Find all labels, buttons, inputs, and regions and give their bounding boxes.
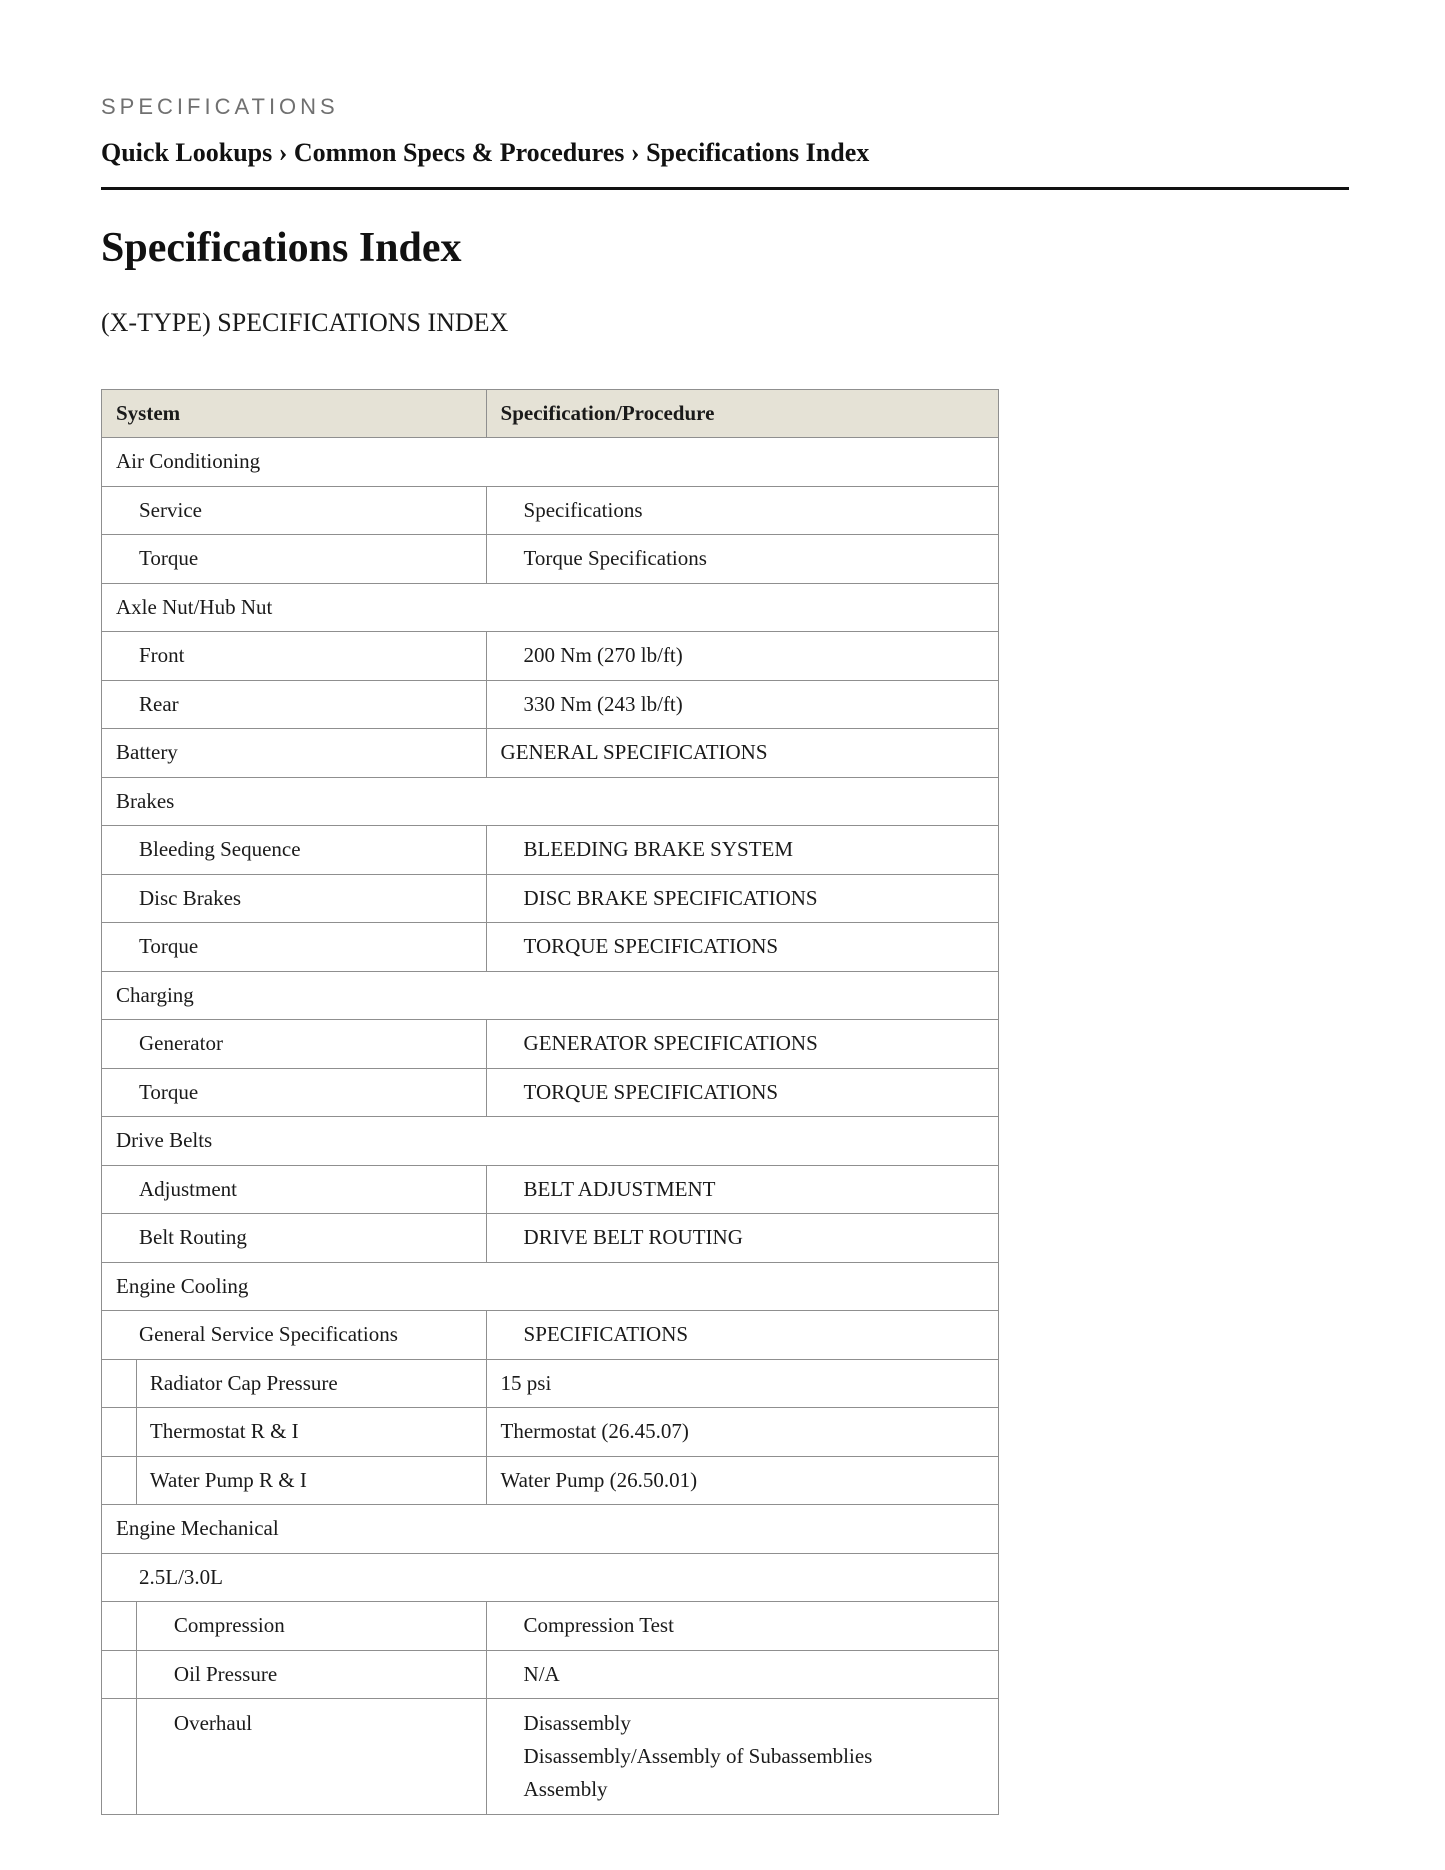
group-label: Engine Mechanical: [102, 1505, 999, 1554]
table-row: [102, 680, 999, 729]
spec-link[interactable]: SPECIFICATIONS: [486, 1311, 998, 1360]
table-row: [102, 1359, 999, 1408]
spec-link[interactable]: TORQUE SPECIFICATIONS: [486, 1068, 998, 1117]
indent-spacer: [102, 1456, 137, 1505]
table-row: [102, 632, 999, 681]
system-cell: Disc Brakes: [102, 874, 487, 923]
table-row: [102, 923, 999, 972]
group-label: Air Conditioning: [102, 438, 999, 487]
system-cell: Service: [102, 486, 487, 535]
table-row: [102, 1602, 999, 1651]
table-row: [102, 535, 999, 584]
table-group-row: [102, 1117, 999, 1166]
table-group-row: [102, 1505, 999, 1554]
table-group-row: [102, 438, 999, 487]
table-group-row: [102, 1262, 999, 1311]
document-subtitle: (X-TYPE) SPECIFICATIONS INDEX: [101, 308, 509, 337]
table-row: [102, 1408, 999, 1457]
system-cell: Thermostat R & I: [136, 1408, 486, 1457]
table-row: [102, 1068, 999, 1117]
group-label: Charging: [102, 971, 999, 1020]
table-row: [102, 486, 999, 535]
table-row: [102, 1650, 999, 1699]
spec-link[interactable]: Torque Specifications: [486, 535, 998, 584]
table-group-row: [102, 971, 999, 1020]
spec-link[interactable]: BELT ADJUSTMENT: [486, 1165, 998, 1214]
table-row: [102, 1456, 999, 1505]
subgroup-label: 2.5L/3.0L: [102, 1553, 999, 1602]
system-cell: Generator: [102, 1020, 487, 1069]
table-row: [102, 874, 999, 923]
spec-value: 330 Nm (243 lb/ft): [486, 680, 998, 729]
table-group-row: [102, 777, 999, 826]
spec-link[interactable]: Assembly: [523, 1777, 608, 1801]
table-subgroup-row: [102, 1553, 999, 1602]
spec-link[interactable]: Water Pump (26.50.01): [486, 1456, 998, 1505]
spec-link[interactable]: TORQUE SPECIFICATIONS: [486, 923, 998, 972]
breadcrumb: Quick Lookups › Common Specs & Procedures › Specifications Index: [101, 138, 870, 167]
spec-link-list: [486, 1699, 998, 1815]
system-cell: Adjustment: [102, 1165, 487, 1214]
indent-spacer: [102, 1602, 137, 1651]
spec-value: N/A: [486, 1650, 998, 1699]
table-row: [102, 729, 999, 778]
system-cell: Water Pump R & I: [136, 1456, 486, 1505]
indent-spacer: [102, 1359, 137, 1408]
group-label: Drive Belts: [102, 1117, 999, 1166]
system-cell: Belt Routing: [102, 1214, 487, 1263]
spec-link[interactable]: BLEEDING BRAKE SYSTEM: [486, 826, 998, 875]
group-label: Brakes: [102, 777, 999, 826]
column-header-system: System: [102, 390, 487, 438]
table-row: [102, 1311, 999, 1360]
spec-link[interactable]: Specifications: [486, 486, 998, 535]
system-cell: Radiator Cap Pressure: [136, 1359, 486, 1408]
system-cell: Front: [102, 632, 487, 681]
indent-spacer: [102, 1408, 137, 1457]
group-label: Engine Cooling: [102, 1262, 999, 1311]
system-cell: Rear: [102, 680, 487, 729]
column-header-specification: Specification/Procedure: [486, 390, 998, 438]
indent-spacer: [102, 1650, 137, 1699]
group-label: Axle Nut/Hub Nut: [102, 583, 999, 632]
header-divider: [101, 187, 1349, 190]
spec-value: 200 Nm (270 lb/ft): [486, 632, 998, 681]
system-cell: Overhaul: [136, 1699, 486, 1815]
spec-link[interactable]: GENERATOR SPECIFICATIONS: [486, 1020, 998, 1069]
spec-link[interactable]: GENERAL SPECIFICATIONS: [486, 729, 998, 778]
system-cell: Torque: [102, 535, 487, 584]
system-cell: Bleeding Sequence: [102, 826, 487, 875]
system-cell: Compression: [136, 1602, 486, 1651]
table-row: [102, 1165, 999, 1214]
system-cell: Torque: [102, 923, 487, 972]
table-header-row: [102, 390, 999, 438]
specifications-table: [101, 389, 999, 1815]
page-title: Specifications Index: [101, 225, 462, 271]
spec-link[interactable]: DISC BRAKE SPECIFICATIONS: [486, 874, 998, 923]
spec-link[interactable]: Compression Test: [486, 1602, 998, 1651]
table-row: [102, 1214, 999, 1263]
spec-link[interactable]: DRIVE BELT ROUTING: [486, 1214, 998, 1263]
system-cell: General Service Specifications: [102, 1311, 487, 1360]
table-group-row: [102, 583, 999, 632]
system-cell: Torque: [102, 1068, 487, 1117]
table-row: [102, 1020, 999, 1069]
system-cell: Battery: [102, 729, 487, 778]
spec-link[interactable]: Disassembly: [523, 1711, 631, 1735]
spec-link[interactable]: Disassembly/Assembly of Subassemblies: [523, 1744, 873, 1768]
spec-link[interactable]: Thermostat (26.45.07): [486, 1408, 998, 1457]
system-cell: Oil Pressure: [136, 1650, 486, 1699]
indent-spacer: [102, 1699, 137, 1815]
spec-value: 15 psi: [486, 1359, 998, 1408]
section-label: SPECIFICATIONS: [101, 94, 339, 119]
table-row: [102, 826, 999, 875]
table-row: [102, 1699, 999, 1815]
